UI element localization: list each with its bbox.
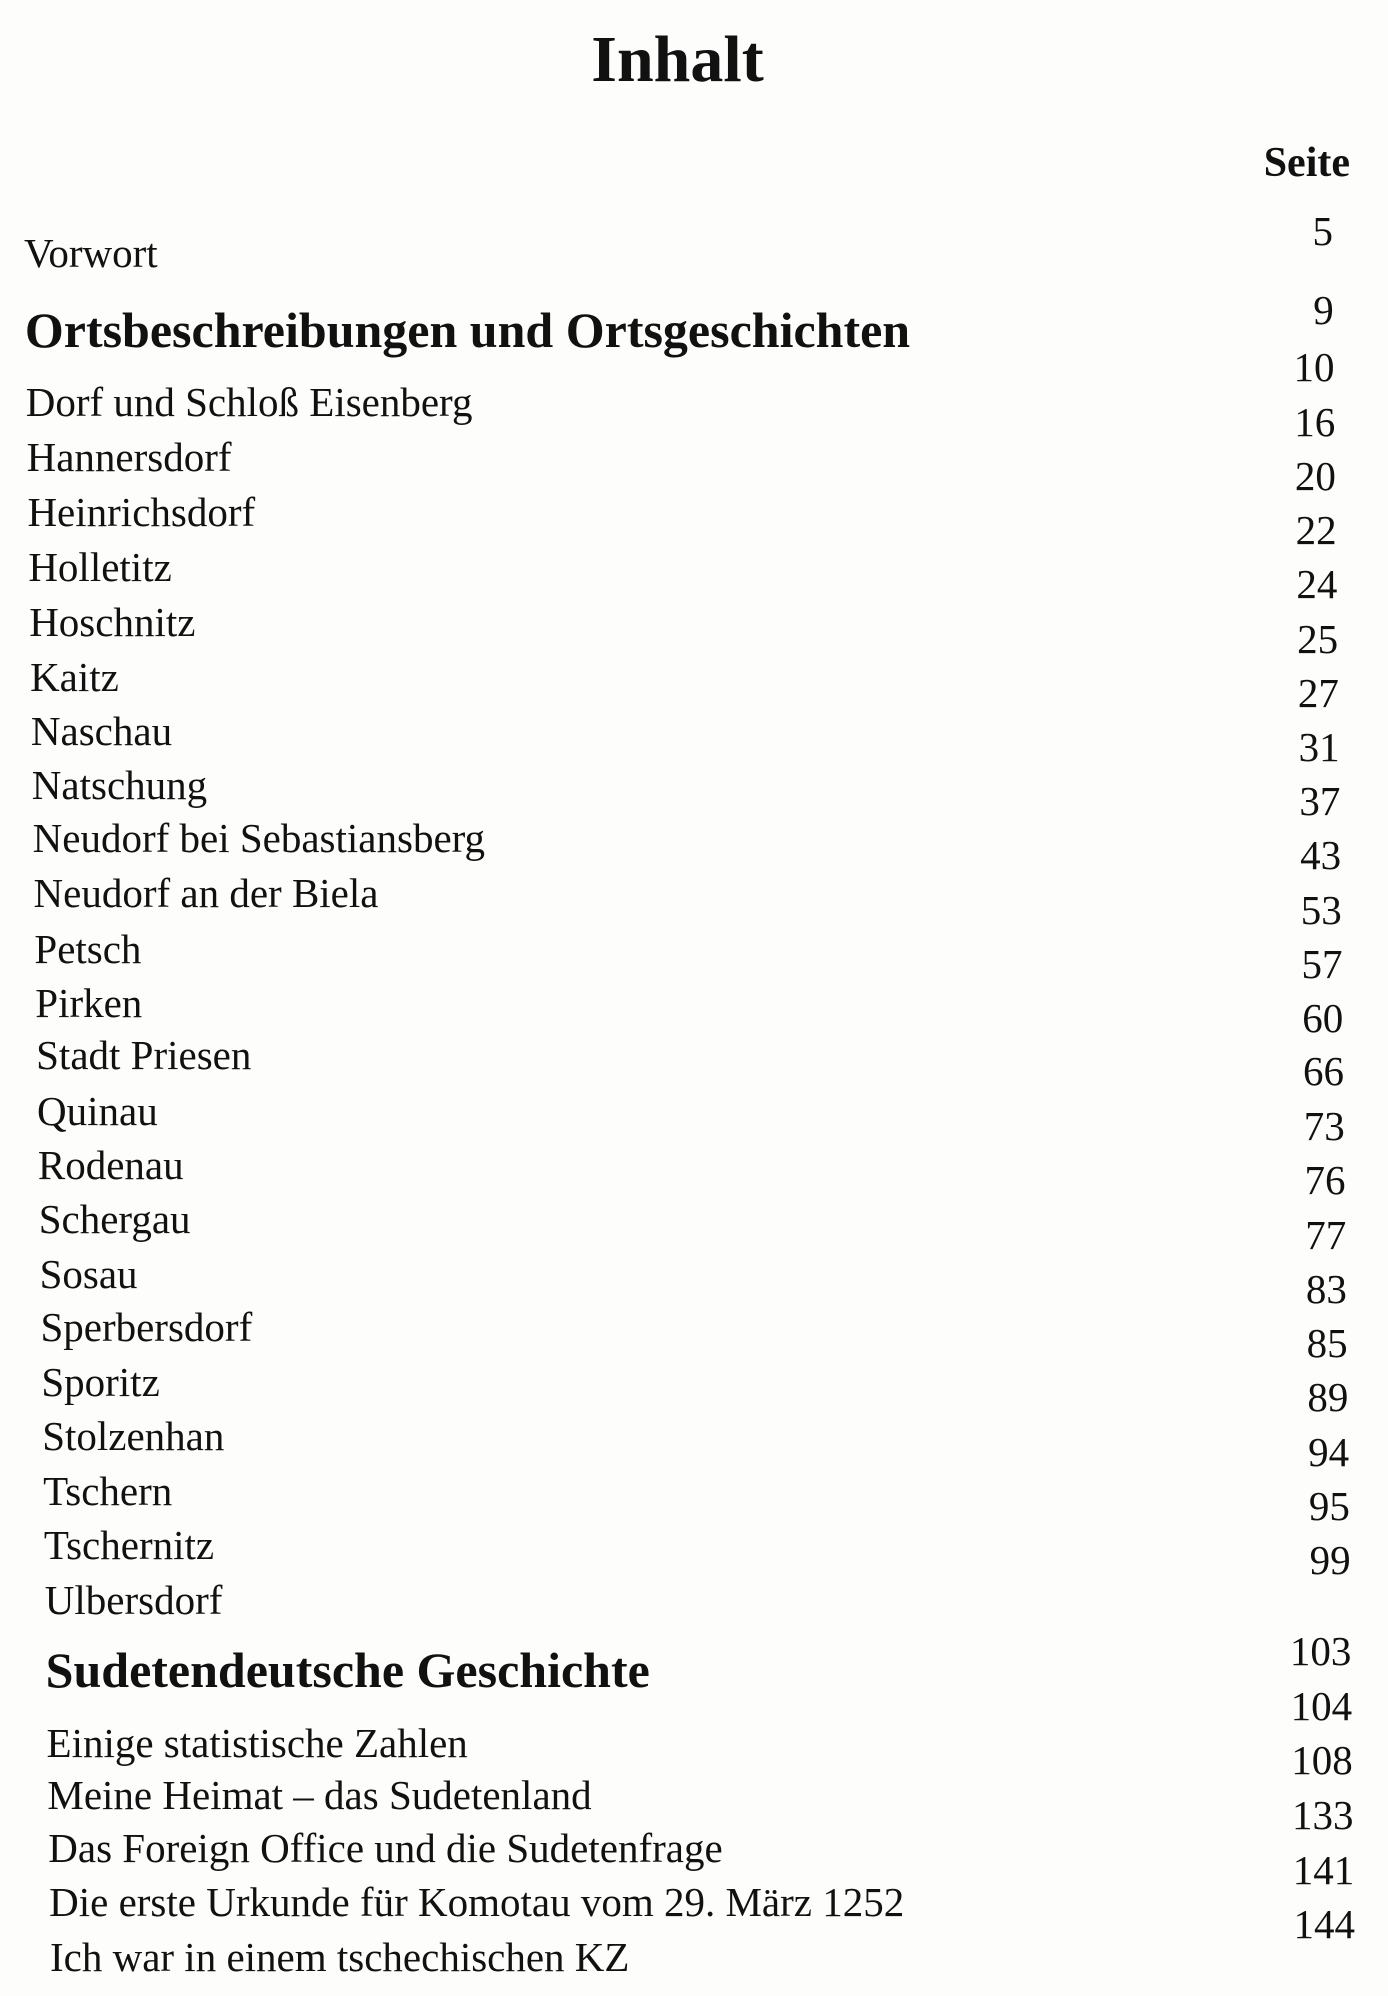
toc-page-number: 77 [1305, 1212, 1347, 1258]
toc-page-number: 99 [1309, 1537, 1351, 1583]
toc-page-number: 60 [1302, 995, 1344, 1041]
toc-entry-title: Pirken [35, 980, 143, 1026]
toc-page-number: 31 [1298, 724, 1340, 770]
toc-entry-title: Tschern [43, 1468, 173, 1514]
toc-entry-title: Schergau [38, 1196, 191, 1242]
toc-page-number: 27 [1297, 670, 1339, 716]
toc-page-number: 141 [1292, 1847, 1355, 1893]
toc-entry-title: Natschung [31, 762, 208, 808]
toc-page-number: 24 [1296, 561, 1338, 607]
toc-page-number: 95 [1308, 1483, 1350, 1529]
toc-page-number: 89 [1307, 1374, 1349, 1420]
toc-entry-title: Hannersdorf [26, 434, 232, 480]
toc-page-number: 108 [1291, 1737, 1353, 1783]
toc-page-number: 16 [1294, 399, 1336, 445]
toc-entry-title: Kaitz [30, 654, 119, 700]
toc-page-number: 104 [1290, 1683, 1353, 1729]
toc-entry-title: Stolzenhan [42, 1413, 225, 1459]
toc-entry-title: Quinau [37, 1088, 158, 1134]
toc-page-number: 9 [1313, 287, 1334, 333]
toc-entry-title: Ich war in einem tschechischen KZ [50, 1934, 630, 1980]
toc-page-number: 5 [1312, 208, 1333, 254]
toc-page-number: 25 [1297, 616, 1339, 662]
toc-entry-title: Dorf und Schloß Eisenberg [25, 379, 473, 425]
toc-page-number: 57 [1301, 941, 1343, 987]
toc-page-number: 133 [1292, 1792, 1354, 1838]
toc-entry-title: Hoschnitz [29, 599, 196, 645]
toc-page-number: 20 [1294, 453, 1336, 499]
page-column-label: Seite [1263, 140, 1350, 186]
toc-page-number: 66 [1303, 1048, 1344, 1094]
toc-page-number: 94 [1308, 1429, 1350, 1475]
toc-entry-title: Petsch [34, 926, 142, 972]
toc-entry-title: Tschernitz [43, 1522, 215, 1568]
toc-entry-title: Vorwort [24, 230, 158, 276]
toc-entry-title: Sosau [39, 1251, 138, 1297]
page-title: Inhalt [591, 23, 764, 96]
toc-page-number: 43 [1300, 832, 1342, 878]
toc-page-number: 37 [1299, 778, 1341, 824]
toc-page-number: 85 [1306, 1320, 1348, 1366]
toc-entry-title: Sporitz [41, 1359, 160, 1405]
toc-page-number: 22 [1295, 507, 1337, 553]
toc-entry-title: Einige statistische Zahlen [46, 1720, 468, 1766]
toc-entry-title: Stadt Priesen [36, 1032, 252, 1078]
toc-page-number: 53 [1300, 887, 1342, 933]
toc-page-number: 83 [1305, 1266, 1347, 1312]
toc-entry-title: Meine Heimat – das Sudetenland [47, 1772, 592, 1818]
toc-entry-title: Heinrichsdorf [27, 489, 256, 535]
toc-entry-title: Naschau [30, 708, 173, 754]
toc-entry-title: Ulbersdorf [44, 1577, 223, 1623]
toc-entry-title: Die erste Urkunde für Komotau vom 29. März 1252 [49, 1879, 905, 1925]
toc-entry-title: Holletitz [28, 544, 172, 590]
toc-section-heading: Sudetendeutsche Geschichte [45, 1642, 650, 1698]
toc-entry-title: Neudorf bei Sebastiansberg [32, 815, 486, 861]
toc-entry-title: Sperbersdorf [40, 1304, 253, 1350]
toc-page-number: 144 [1293, 1901, 1355, 1947]
toc-entry-title: Rodenau [37, 1142, 184, 1188]
toc-page-number: 10 [1293, 344, 1335, 390]
toc-page-number: 76 [1304, 1157, 1346, 1203]
toc-page-number: 103 [1289, 1628, 1352, 1674]
toc-page-number: 73 [1303, 1103, 1345, 1149]
toc-entry-title: Neudorf an der Biela [33, 870, 379, 916]
toc-entry-title: Das Foreign Office und die Sudetenfrage [48, 1825, 723, 1871]
toc-section-heading: Ortsbeschreibungen und Ortsgeschichten [24, 302, 911, 358]
